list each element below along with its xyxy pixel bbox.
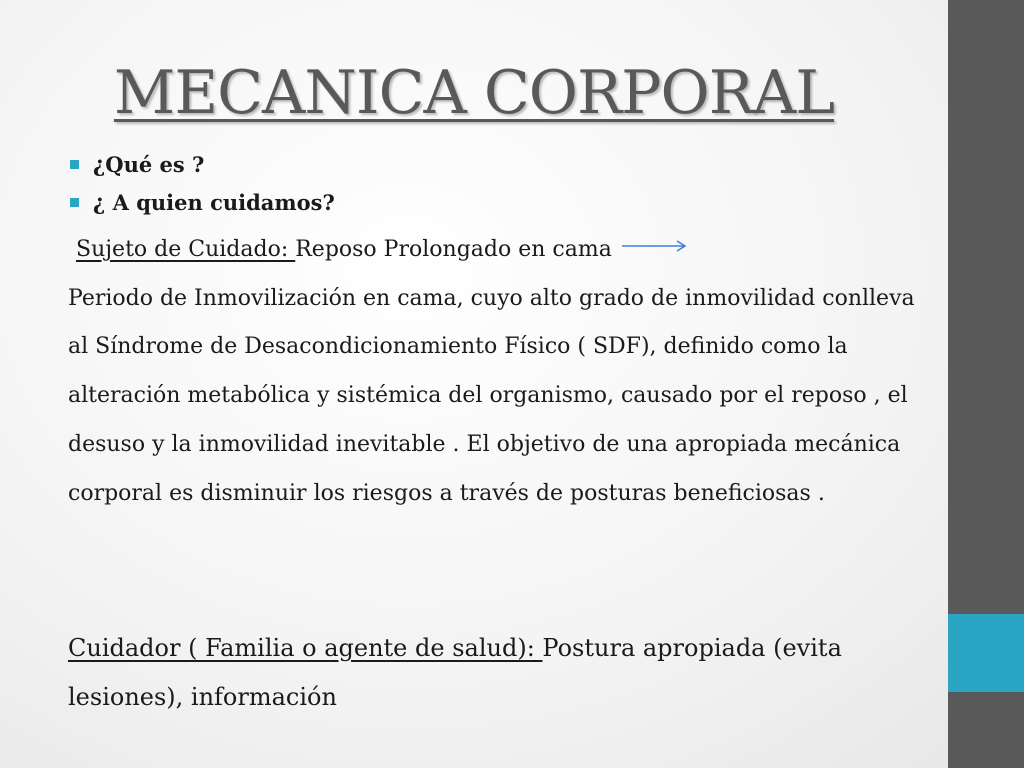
bullet-list: [70, 146, 335, 222]
slide-title: MECANICA CORPORAL: [113, 58, 835, 128]
subject-body: Periodo de Inmovilización en cama, cuyo alto grado de inmovilidad conlleva al Síndrome de Desacondicionamiento Físico ( SDF), definido como la alteración metabólica y sistémica del organismo, causado por el reposo , el desuso y la inmovilidad inevitable . El objetivo de una apropiada mecánica corporal es disminuir los riesgos a través de posturas beneficiosas .: [68, 285, 915, 506]
caregiver-label: Cuidador ( Familia o agente de salud):: [68, 634, 543, 662]
sidebar-accent-block: [948, 614, 1024, 692]
caregiver-text: Postura apropiada (evita lesiones), información: [68, 634, 842, 711]
subject-paragraph: [68, 226, 928, 518]
bullet-item: [70, 146, 335, 184]
square-bullet-icon: [70, 160, 79, 169]
bullet-text: ¿Qué es ?: [93, 152, 205, 177]
subject-inline-text: Reposo Prolongado en cama: [295, 237, 612, 262]
bullet-text: ¿ A quien cuidamos?: [93, 190, 335, 215]
bullet-item: [70, 184, 335, 222]
caregiver-paragraph: [68, 624, 928, 721]
sidebar-bar: [948, 0, 1024, 768]
square-bullet-icon: [70, 198, 79, 207]
subject-label: Sujeto de Cuidado:: [76, 237, 296, 262]
arrow-right-icon: [620, 239, 688, 253]
